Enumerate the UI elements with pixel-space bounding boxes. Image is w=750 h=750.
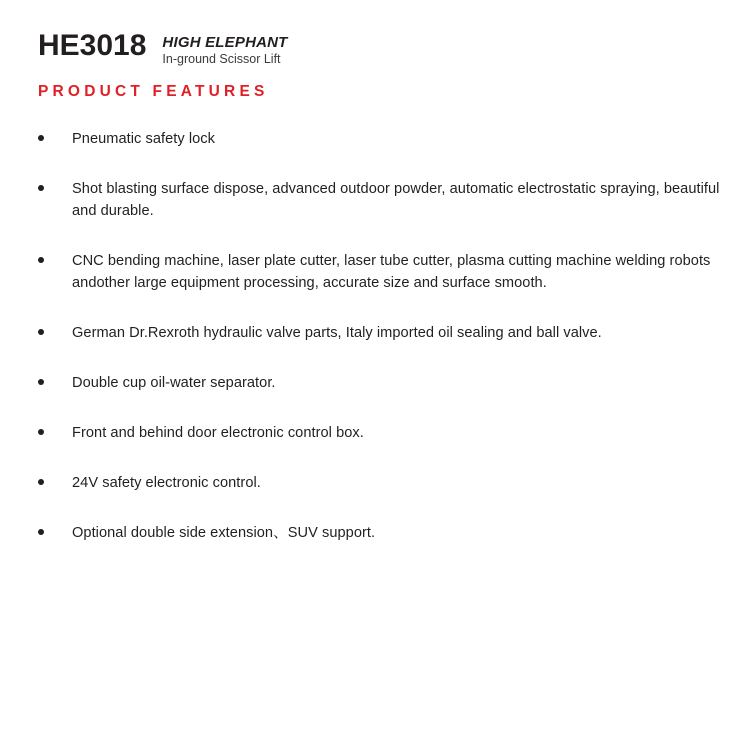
list-item xyxy=(38,178,730,222)
model-number: HE3018 xyxy=(38,29,147,62)
list-item xyxy=(38,250,730,294)
document-header xyxy=(38,30,728,101)
list-item-text: Shot blasting surface dispose, advanced outdoor powder, automatic electrostatic spraying, beautiful and durable. xyxy=(72,181,720,219)
list-item xyxy=(38,522,730,544)
list-item xyxy=(38,322,730,344)
bullet-icon xyxy=(38,322,72,335)
list-item-text: Optional double side extension、SUV support. xyxy=(72,525,376,541)
list-item-text: German Dr.Rexroth hydraulic valve parts, Italy imported oil sealing and ball valve. xyxy=(72,325,602,341)
list-item xyxy=(38,372,730,394)
bullet-icon xyxy=(38,422,72,435)
bullet-icon xyxy=(38,372,72,385)
bullet-icon xyxy=(38,472,72,485)
list-item-text: Double cup oil-water separator. xyxy=(72,375,276,391)
brand-subtitle: In-ground Scissor Lift xyxy=(162,52,281,66)
brand-name: HIGH ELEPHANT xyxy=(162,34,288,51)
brand-row xyxy=(38,30,728,67)
list-item-text: Front and behind door electronic control box. xyxy=(72,425,364,441)
bullet-icon xyxy=(38,128,72,141)
list-item xyxy=(38,472,730,494)
list-item xyxy=(38,128,730,150)
list-item xyxy=(38,422,730,444)
feature-list xyxy=(38,128,730,572)
brand-block xyxy=(162,30,287,67)
page-title: PRODUCT FEATURES xyxy=(38,83,269,100)
bullet-icon xyxy=(38,250,72,263)
list-item-text: Pneumatic safety lock xyxy=(72,131,215,147)
bullet-icon xyxy=(38,178,72,191)
bullet-icon xyxy=(38,522,72,535)
list-item-text: CNC bending machine, laser plate cutter, laser tube cutter, plasma cutting machine welding robots andother large equipment processing, accurate size and surface smooth. xyxy=(72,253,711,291)
list-item-text: 24V safety electronic control. xyxy=(72,475,261,491)
